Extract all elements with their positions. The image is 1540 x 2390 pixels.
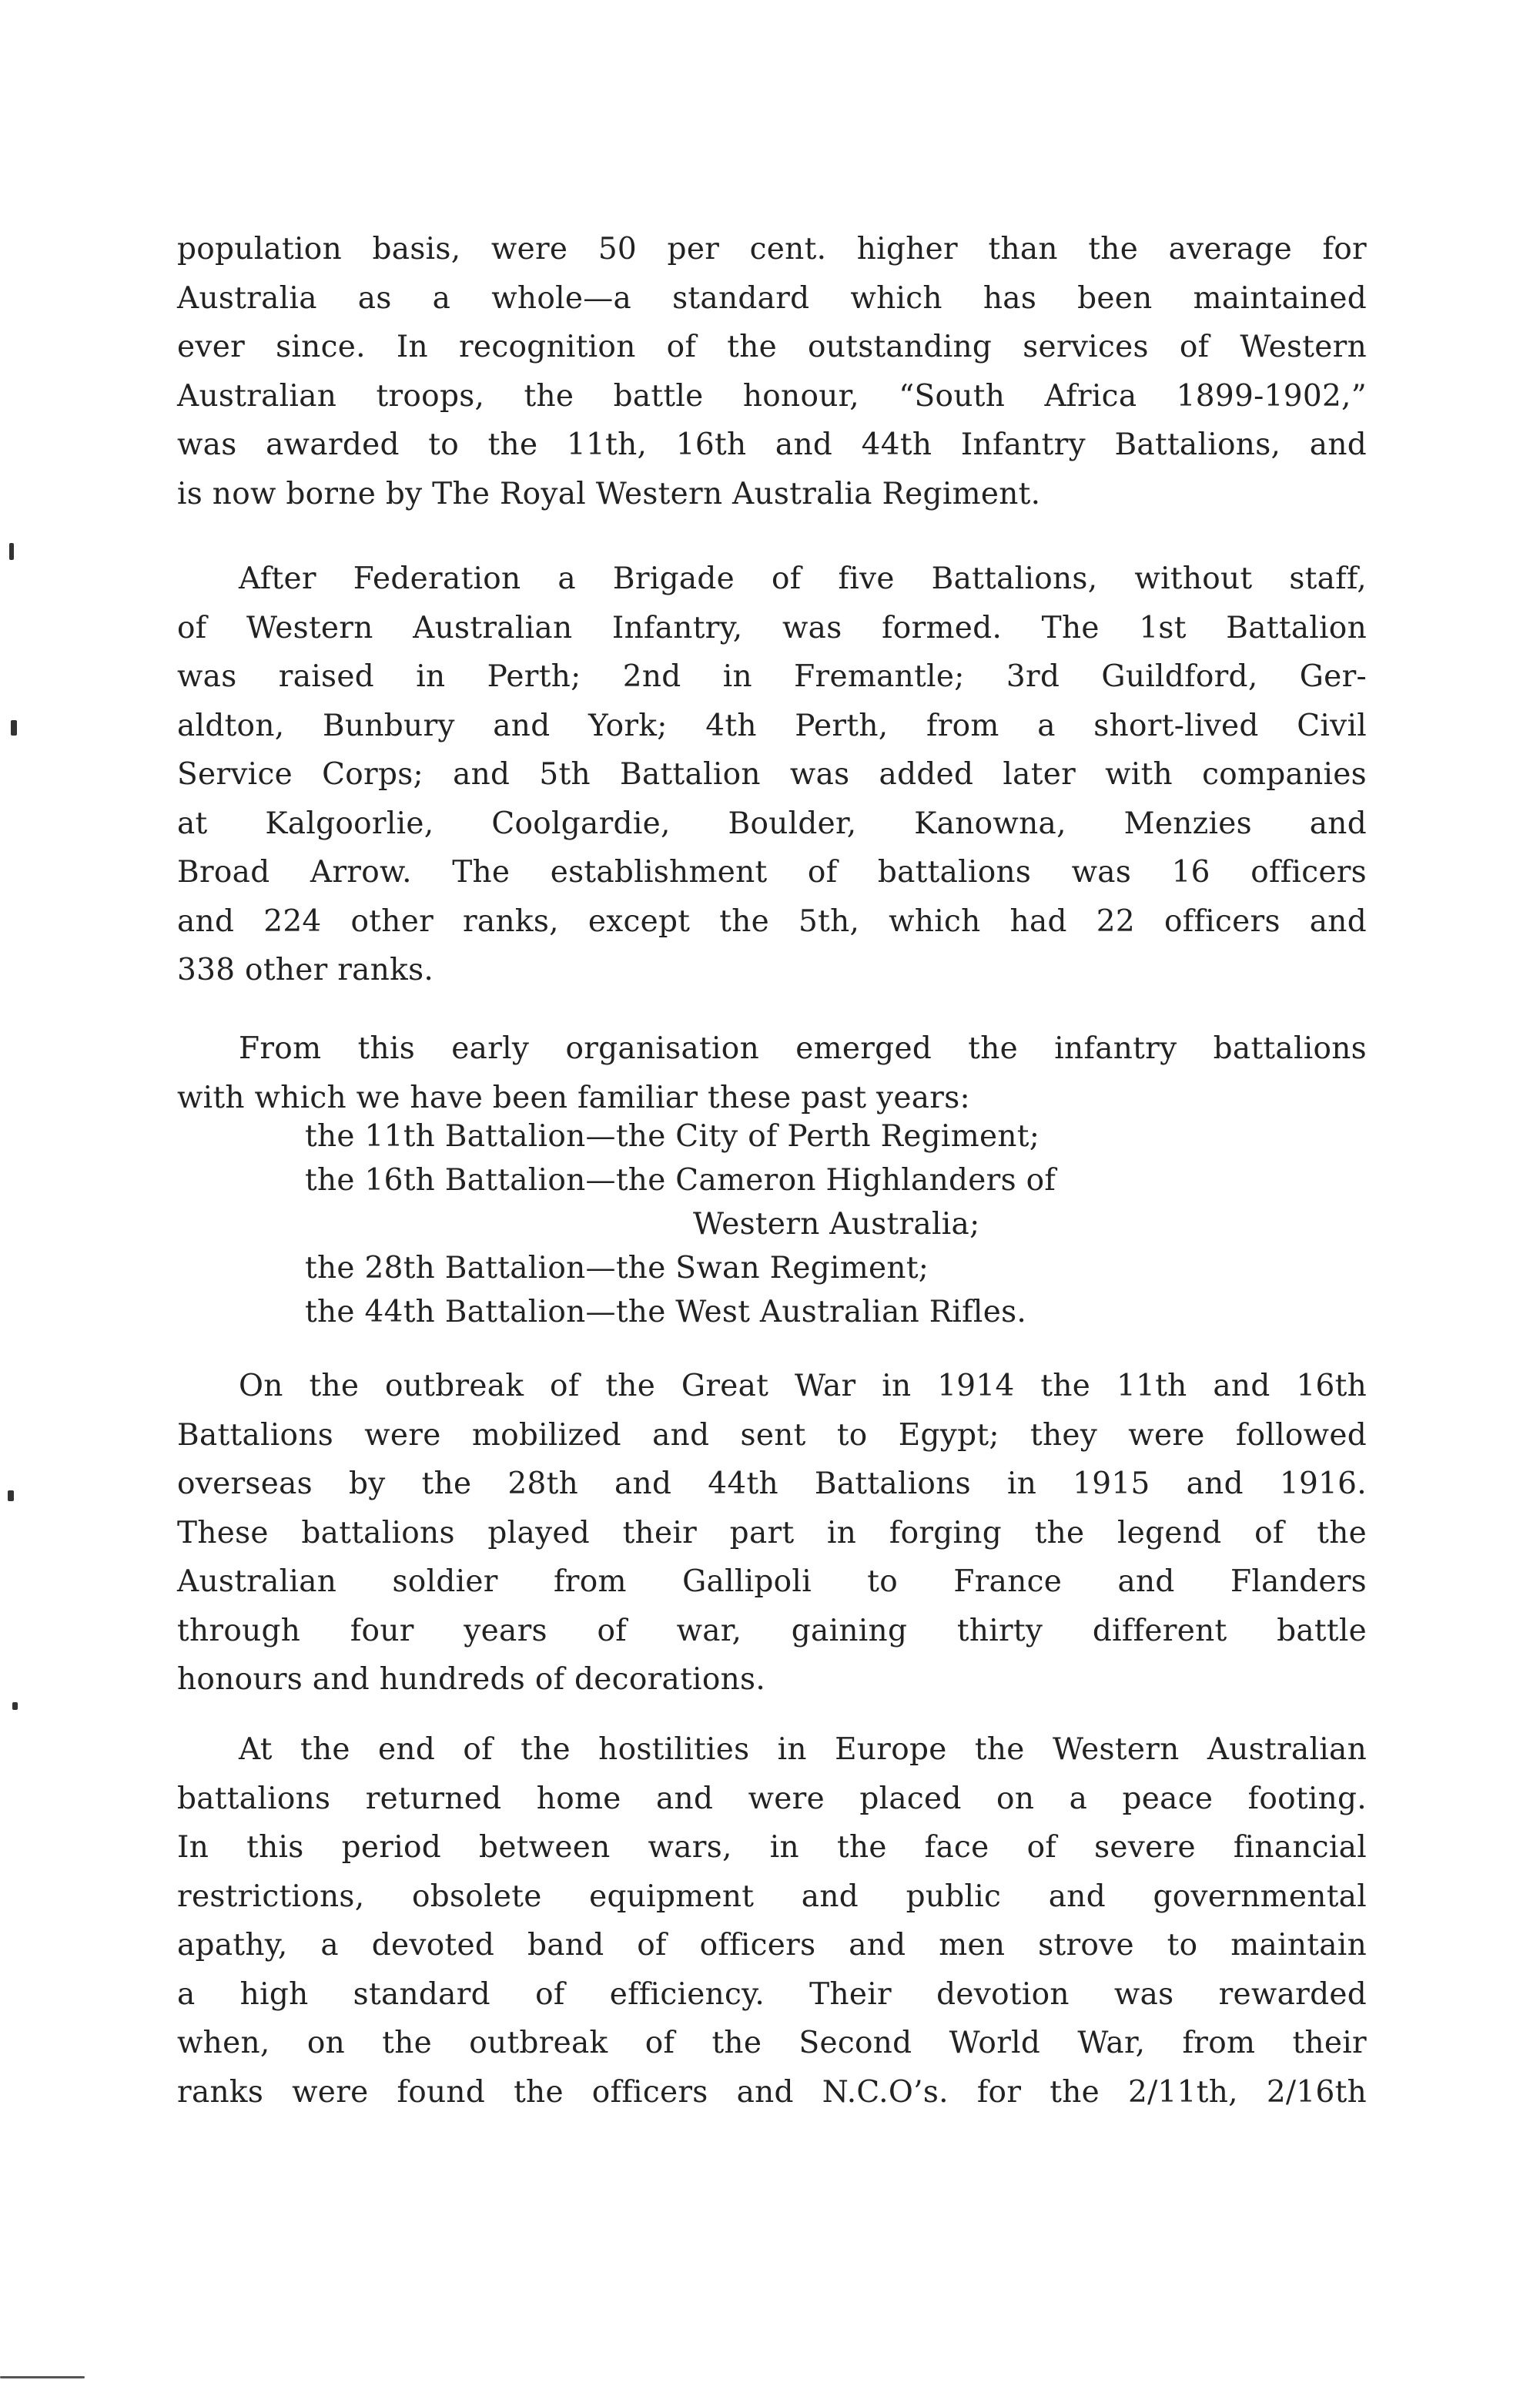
scan-speck — [12, 1702, 18, 1710]
scan-speck — [11, 720, 17, 736]
text-line: overseas by the 28th and 44th Battalions in 1915 and 1916. — [177, 1467, 1367, 1501]
text-line: Service Corps; and 5th Battalion was added later with companies — [177, 757, 1367, 792]
text-line: at Kalgoorlie, Coolgardie, Boulder, Kanowna, Menzies and — [177, 806, 1367, 841]
text-line: These battalions played their part in forging the legend of the — [177, 1515, 1367, 1550]
text-line: In this period between wars, in the face of severe financial — [177, 1830, 1367, 1865]
battalion-list-item: the 28th Battalion—the Swan Regiment; — [305, 1251, 929, 1286]
text-line: battalions returned home and were placed on a peace footing. — [177, 1781, 1367, 1816]
text-line: with which we have been familiar these past years: — [177, 1080, 970, 1115]
text-line: On the outbreak of the Great War in 1914 the 11th and 16th — [239, 1369, 1367, 1403]
paragraph-3 — [177, 1024, 1367, 1122]
text-line: 338 other ranks. — [177, 953, 434, 987]
text-line: population basis, were 50 per cent. higher than the average for — [177, 232, 1367, 266]
scan-speck — [8, 1490, 14, 1501]
text-line: and 224 other ranks, except the 5th, which had 22 officers and — [177, 903, 1367, 939]
text-line: apathy, a devoted band of officers and men strove to maintain — [177, 1928, 1367, 1963]
battalion-list-item: the 11th Battalion—the City of Perth Regiment; — [305, 1119, 1040, 1154]
battalion-list — [305, 1115, 1056, 1334]
paragraph-4 — [177, 1362, 1367, 1705]
paragraph-5 — [177, 1725, 1367, 2117]
text-line: Australian soldier from Gallipoli to France and Flanders — [177, 1564, 1367, 1599]
text-line: Australian troops, the battle honour, “South Africa 1899-1902,” — [177, 378, 1367, 414]
text-line: a high standard of efficiency. Their devotion was rewarded — [177, 1976, 1367, 2012]
text-line: when, on the outbreak of the Second World War, from their — [177, 2026, 1367, 2060]
text-line: At the end of the hostilities in Europe the Western Australian — [239, 1732, 1367, 1767]
text-line: After Federation a Brigade of five Battalions, without staff, — [239, 561, 1367, 596]
text-line: honours and hundreds of decorations. — [177, 1662, 766, 1697]
text-line: is now borne by The Royal Western Australia Regiment. — [177, 476, 1041, 511]
battalion-list-item-continuation: Western Australia; — [693, 1207, 980, 1242]
text-line: ever since. In recognition of the outstanding services of Western — [177, 330, 1367, 364]
scan-speck — [9, 543, 14, 560]
battalion-list-item: the 44th Battalion—the West Australian Rifles. — [305, 1295, 1027, 1329]
text-line: restrictions, obsolete equipment and public and governmental — [177, 1879, 1367, 1914]
text-line: Broad Arrow. The establishment of battalions was 16 officers — [177, 855, 1367, 890]
paragraph-1 — [177, 225, 1367, 518]
text-line: was raised in Perth; 2nd in Fremantle; 3rd Guildford, Ger- — [177, 659, 1367, 694]
text-line: ranks were found the officers and N.C.O’s. for the 2/11th, 2/16th — [177, 2074, 1367, 2110]
paragraph-2 — [177, 555, 1367, 995]
text-line: aldton, Bunbury and York; 4th Perth, from a short-lived Civil — [177, 708, 1367, 743]
text-line: Battalions were mobilized and sent to Egypt; they were followed — [177, 1417, 1367, 1453]
text-line: From this early organisation emerged the infantry battalions — [239, 1031, 1367, 1066]
text-line: was awarded to the 11th, 16th and 44th Infantry Battalions, and — [177, 427, 1367, 462]
text-line: of Western Australian Infantry, was formed. The 1st Battalion — [177, 610, 1367, 645]
text-line: Australia as a whole—a standard which has been maintained — [177, 280, 1367, 316]
text-line: through four years of war, gaining thirty different battle — [177, 1613, 1367, 1648]
scan-edge-line — [0, 2376, 85, 2378]
battalion-list-item: the 16th Battalion—the Cameron Highlanders of — [305, 1163, 1056, 1198]
